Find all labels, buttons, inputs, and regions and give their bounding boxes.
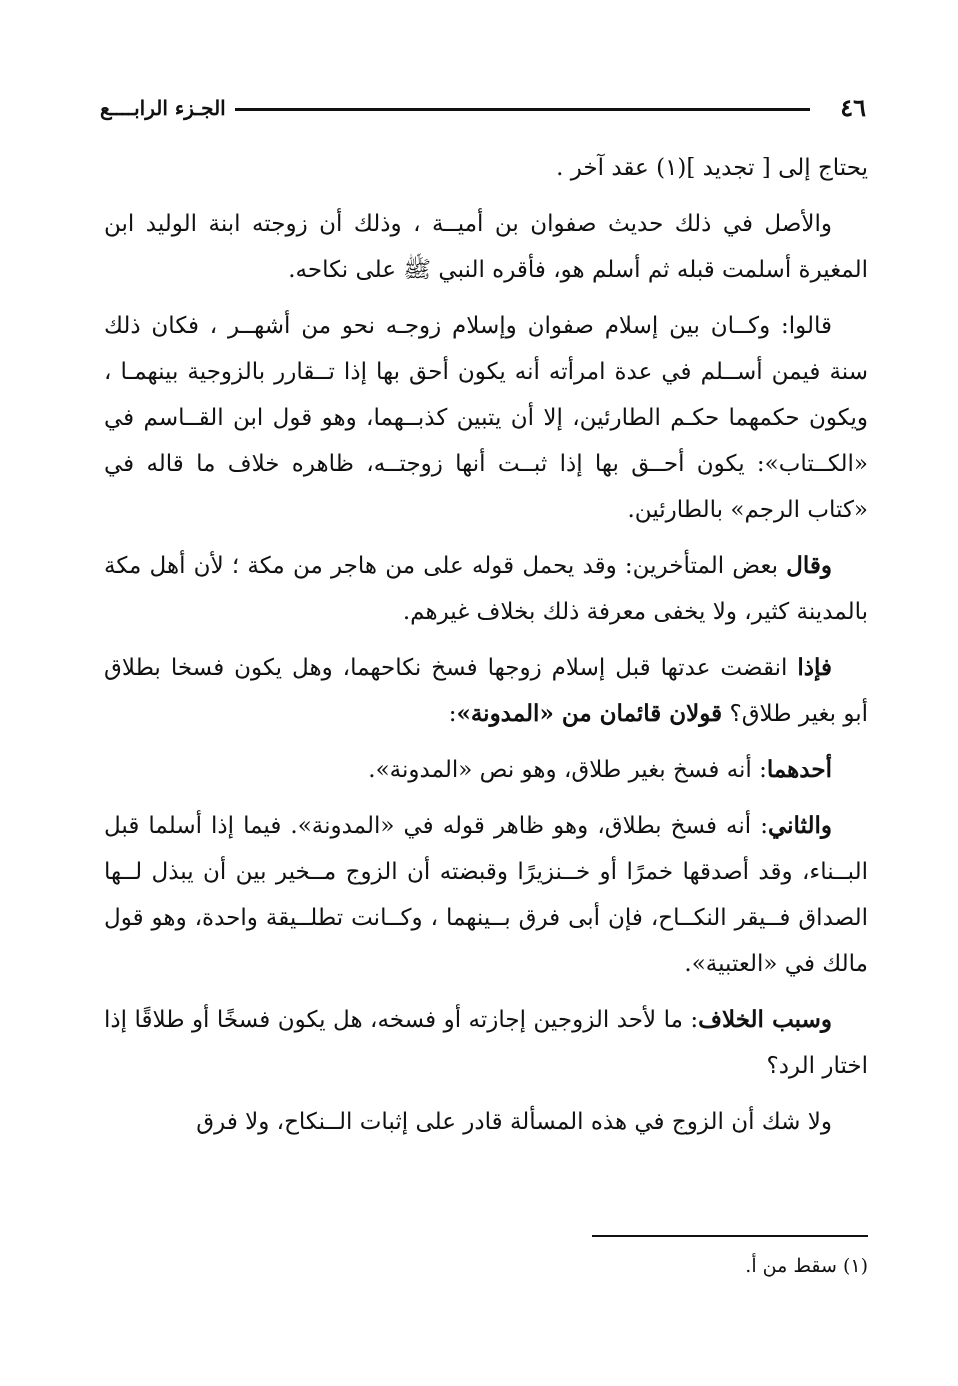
paragraph-text: : ما لأحد الزوجين إجازته أو فسخه، هل يكون فسخًا أو طلاقًا إذا اختار الرد؟ [104,1007,868,1079]
footnote-rule [592,1235,868,1237]
paragraph-text: : [448,701,457,727]
footnote: (١) سقط من أ. [745,1255,868,1277]
paragraph-text: قالوا: وكــان بين إسلام صفوان وإسلام زوجـه نحو من أشهــر ، فكان ذلك سنة فيمن أســلم في عدة امرأته أنه يكون أحق بها إذا تــقارر بالزوجية بينهمـا ، ويكون حكمهما حكـم الطارئين، إلا أن يتبين كذبــهما، وهو قول ابن القــاسم في «الكــتاب»: يكون أحــق بها إذا ثبــت أنها زوجتــه، ظاهره خلاف ما قاله في «كتاب الرجم» بالطارئين. [104,313,868,523]
paragraph-text: : أنه فسخ بغير طلاق، وهو نص «المدونة». [368,757,767,783]
paragraph-text: يحتاج إلى [ تجديد ](١) عقد آخر . [556,155,868,181]
bold-lead-term: فإذا [797,654,832,681]
main-text [104,145,868,1155]
paragraph [104,997,868,1089]
page-header [100,92,866,132]
header-rule [235,108,810,111]
paragraph [104,145,868,191]
paragraph-text: انقضت عدتها قبل إسلام زوجها فسخ نكاحهما، وهل يكون فسخا بطلاق أبو بغير طلاق؟ [104,655,868,727]
paragraph [104,303,868,533]
page-number: ٤٦ [840,93,866,122]
paragraph-text: : أنه فسخ بطلاق، وهو ظاهر قوله في «المدونة». فيما إذا أسلما قبل البــناء، وقد أصدقها خمرًا أو خــنزيرًا وقبضته أن الزوج مــخير بين أن يبذل لــها الصداق فــيقر النكــاح، فإن أبى فرق بــينهما ، وكــانت تطلــيقة واحدة، وهو قول مالك في «العتبية». [104,813,868,977]
paragraph-text: ولا شك أن الزوج في هذه المسألة قادر على إثبات الــنكاح، ولا فرق [196,1109,832,1135]
bold-lead-term: أحدهما [766,756,832,783]
paragraph [104,1099,868,1145]
paragraph [104,543,868,635]
paragraph-text: والأصل في ذلك حديث صفوان بن أميــة ، وذلك أن زوجته ابنة الوليد ابن المغيرة أسلمت قبله ثم أسلم هو، فأقره النبي ﷺ على نكاحه. [104,211,868,283]
running-title: الجـزء الرابــــع [100,96,226,120]
paragraph [104,201,868,293]
bold-lead-term: وسبب الخلاف [698,1006,832,1033]
bold-lead-term: وقال [786,552,832,579]
paragraph [104,747,868,793]
bold-lead-term: قولان قائمان من «المدونة» [456,700,723,727]
paragraph-text: بعض المتأخرين: وقد يحمل قوله على من هاجر من مكة ؛ لأن أهل مكة بالمدينة كثير، ولا يخفى معرفة ذلك بخلاف غيرهم. [104,553,868,625]
bold-lead-term: والثاني [767,812,832,839]
paragraph [104,645,868,737]
paragraph [104,803,868,987]
